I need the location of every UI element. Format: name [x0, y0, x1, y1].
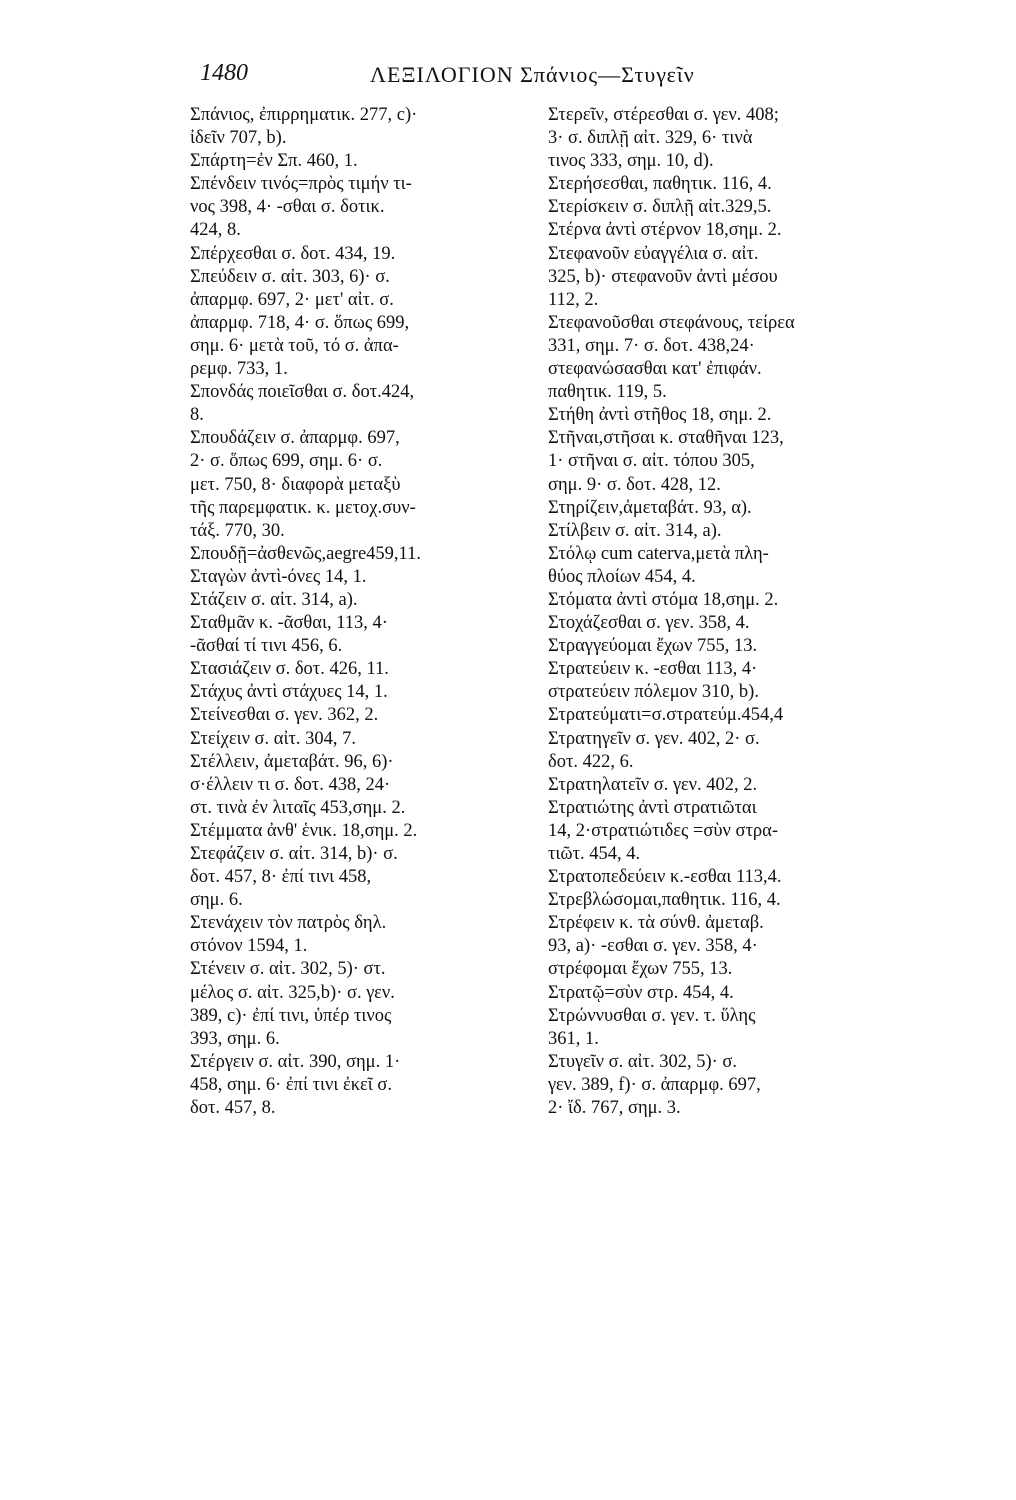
- index-line: 325, b)· στεφανοῦν ἀντὶ μέσου: [548, 266, 778, 287]
- page-number: 1480: [200, 60, 248, 86]
- index-line: Στασιάζειν σ. δοτ. 426, 11.: [190, 659, 389, 680]
- index-line: 361, 1.: [548, 1028, 599, 1049]
- index-line: σημ. 6· μετὰ τοῦ, τό σ. ἀπα-: [190, 335, 399, 356]
- index-line: γεν. 389, f)· σ. ἀπαρμφ. 697,: [548, 1074, 761, 1095]
- index-line: 2· σ. ὅπως 699, σημ. 6· σ.: [190, 451, 383, 472]
- index-line: στρατεύειν πόλεμον 310, b).: [548, 682, 759, 703]
- index-line: νος 398, 4· -σθαι σ. δοτικ.: [190, 197, 385, 218]
- index-line: Στείχειν σ. αἰτ. 304, 7.: [190, 728, 357, 749]
- index-line: δοτ. 422, 6.: [548, 751, 634, 772]
- index-line: 14, 2·στρατιώτιδες =σὺν στρα-: [548, 820, 778, 841]
- index-line: 112, 2.: [548, 289, 599, 310]
- index-line: -ᾶσθαί τί τινι 456, 6.: [190, 636, 343, 657]
- index-line: στεφανώσασθαι κατ' ἐπιφάν.: [548, 359, 762, 380]
- running-head: ΛΕΞΙΛΟΓΙΟΝ Σπάνιος—Στυγεῖν: [370, 62, 695, 87]
- index-line: Στῆναι,στῆσαι κ. σταθῆναι 123,: [548, 428, 784, 449]
- index-line: Στάχυς ἀντὶ στάχυες 14, 1.: [190, 682, 388, 703]
- index-line: Σπεύδειν σ. αἰτ. 303, 6)· σ.: [190, 266, 390, 287]
- index-line: Στραγγεύομαι ἔχων 755, 13.: [548, 636, 758, 657]
- index-line: στρέφομαι ἔχων 755, 13.: [548, 959, 733, 980]
- index-line: 2· ἴδ. 767, σημ. 3.: [548, 1098, 681, 1119]
- index-line: Στρέφειν κ. τὰ σύνθ. ἀμεταβ.: [548, 913, 764, 934]
- index-line: Στείνεσθαι σ. γεν. 362, 2.: [190, 705, 379, 726]
- index-line: Στίλβειν σ. αἰτ. 314, a).: [548, 520, 722, 541]
- index-line: Στηρίζειν,ἀμεταβάτ. 93, α).: [548, 497, 752, 518]
- index-line: 8.: [190, 405, 204, 426]
- index-line: 3· σ. διπλῇ αἰτ. 329, 6· τινὰ: [548, 128, 753, 149]
- index-line: Στρώννυσθαι σ. γεν. τ. ὕλης: [548, 1005, 756, 1026]
- index-line: Στρατῷ=σὺν στρ. 454, 4.: [548, 982, 734, 1003]
- index-line: Στυγεῖν σ. αἰτ. 302, 5)· σ.: [548, 1051, 737, 1072]
- index-line: 458, σημ. 6· ἐπί τινι ἐκεῖ σ.: [190, 1074, 393, 1095]
- index-line: Σπάνιος, ἐπιρρηματικ. 277, c)·: [190, 105, 418, 125]
- index-line: Σταγὼν ἀντὶ-όνες 14, 1.: [190, 566, 367, 587]
- index-line: Σπουδῇ=ἀσθενῶς,aegre459,11.: [190, 543, 421, 564]
- index-line: Στεφανοῦν εὐαγγέλια σ. αἰτ.: [548, 243, 759, 264]
- index-line: Στρατηλατεῖν σ. γεν. 402, 2.: [548, 774, 758, 795]
- index-line: Στέργειν σ. αἰτ. 390, σημ. 1·: [190, 1051, 401, 1072]
- index-line: Στερίσκειν σ. διπλῇ αἰτ.329,5.: [548, 197, 772, 218]
- index-line: σ·έλλειν τι σ. δοτ. 438, 24·: [190, 774, 391, 795]
- index-line: δοτ. 457, 8.: [190, 1098, 276, 1119]
- index-line: Στεφάζειν σ. αἰτ. 314, b)· σ.: [190, 844, 398, 864]
- index-line: ρεμφ. 733, 1.: [190, 359, 288, 380]
- index-line: Στέμματα ἀνθ' ἑνικ. 18,σημ. 2.: [190, 820, 418, 841]
- index-line: Στόματα ἀντὶ στόμα 18,σημ. 2.: [548, 589, 779, 610]
- index-line: Στρατοπεδεύειν κ.-εσθαι 113,4.: [548, 867, 782, 888]
- right-column: [548, 104, 893, 1120]
- index-line: Στέρνα ἀντὶ στέρνον 18,σημ. 2.: [548, 220, 782, 241]
- index-line: Σταθμᾶν κ. -ᾶσθαι, 113, 4·: [190, 613, 388, 634]
- index-line: Στερήσεσθαι, παθητικ. 116, 4.: [548, 174, 772, 195]
- index-line: Στοχάζεσθαι σ. γεν. 358, 4.: [548, 613, 750, 634]
- index-line: Στάζειν σ. αἰτ. 314, a).: [190, 589, 358, 610]
- index-line: Στεφανοῦσθαι στεφάνους, τείρεα: [548, 312, 795, 333]
- index-line: Στρατεύειν κ. -εσθαι 113, 4·: [548, 659, 758, 680]
- index-line: 331, σημ. 7· σ. δοτ. 438,24·: [548, 335, 755, 356]
- index-line: τάξ. 770, 30.: [190, 520, 285, 541]
- index-line: 393, σημ. 6.: [190, 1028, 280, 1049]
- index-line: 424, 8.: [190, 220, 241, 241]
- index-line: Στενάχειν τὸν πατρὸς δηλ.: [190, 913, 387, 934]
- index-line: Σπάρτη=ἐν Σπ. 460, 1.: [190, 151, 358, 172]
- index-line: Στένειν σ. αἰτ. 302, 5)· στ.: [190, 959, 386, 980]
- index-line: 389, c)· ἐπί τινι, ὑπέρ τινος: [190, 1005, 392, 1026]
- index-line: ἀπαρμφ. 718, 4· σ. ὅπως 699,: [190, 312, 410, 333]
- page-header: [0, 58, 1016, 98]
- index-line: τινος 333, σημ. 10, d).: [548, 151, 714, 172]
- index-line: τιῶτ. 454, 4.: [548, 844, 641, 864]
- index-line: Στρατεύματι=σ.στρατεύμ.454,4: [548, 705, 784, 726]
- index-line: τῆς παρεμφατικ. κ. μετοχ.συν-: [190, 497, 416, 518]
- index-line: Στήθη ἀντὶ στῆθος 18, σημ. 2.: [548, 405, 772, 426]
- index-line: στόνον 1594, 1.: [190, 936, 308, 957]
- index-line: Σπουδάζειν σ. ἀπαρμφ. 697,: [190, 428, 400, 449]
- index-line: 1· στῆναι σ. αἰτ. τόπου 305,: [548, 451, 755, 472]
- index-line: Σπένδειν τινός=πρὸς τιμήν τι-: [190, 174, 412, 195]
- index-line: σημ. 6.: [190, 890, 243, 911]
- index-line: μετ. 750, 8· διαφορὰ μεταξὺ: [190, 474, 401, 495]
- left-column: [190, 104, 535, 1120]
- index-line: Στέλλειν, ἀμεταβάτ. 96, 6)·: [190, 751, 394, 772]
- index-line: θύος πλοίων 454, 4.: [548, 566, 696, 587]
- index-line: παθητικ. 119, 5.: [548, 382, 667, 403]
- index-line: σημ. 9· σ. δοτ. 428, 12.: [548, 474, 721, 495]
- index-line: Στρατηγεῖν σ. γεν. 402, 2· σ.: [548, 728, 760, 749]
- index-line: Σπέρχεσθαι σ. δοτ. 434, 19.: [190, 243, 396, 264]
- index-line: Στερεῖν, στέρεσθαι σ. γεν. 408;: [548, 105, 779, 125]
- index-line: Σπονδάς ποιεῖσθαι σ. δοτ.424,: [190, 382, 415, 403]
- index-line: ἀπαρμφ. 697, 2· μετ' αἰτ. σ.: [190, 289, 394, 310]
- index-line: Στόλῳ cum caterva,μετὰ πλη-: [548, 543, 769, 564]
- index-line: ἰδεῖν 707, b).: [190, 128, 287, 149]
- index-line: Στρεβλώσομαι,παθητικ. 116, 4.: [548, 890, 781, 911]
- index-line: στ. τινὰ ἐν λιταῖς 453,σημ. 2.: [190, 797, 406, 818]
- index-line: 93, a)· -εσθαι σ. γεν. 358, 4·: [548, 936, 758, 957]
- index-line: μέλος σ. αἰτ. 325,b)· σ. γεν.: [190, 982, 395, 1003]
- index-line: Στρατιώτης ἀντὶ στρατιῶται: [548, 797, 757, 818]
- index-line: δοτ. 457, 8· ἐπί τινι 458,: [190, 867, 372, 888]
